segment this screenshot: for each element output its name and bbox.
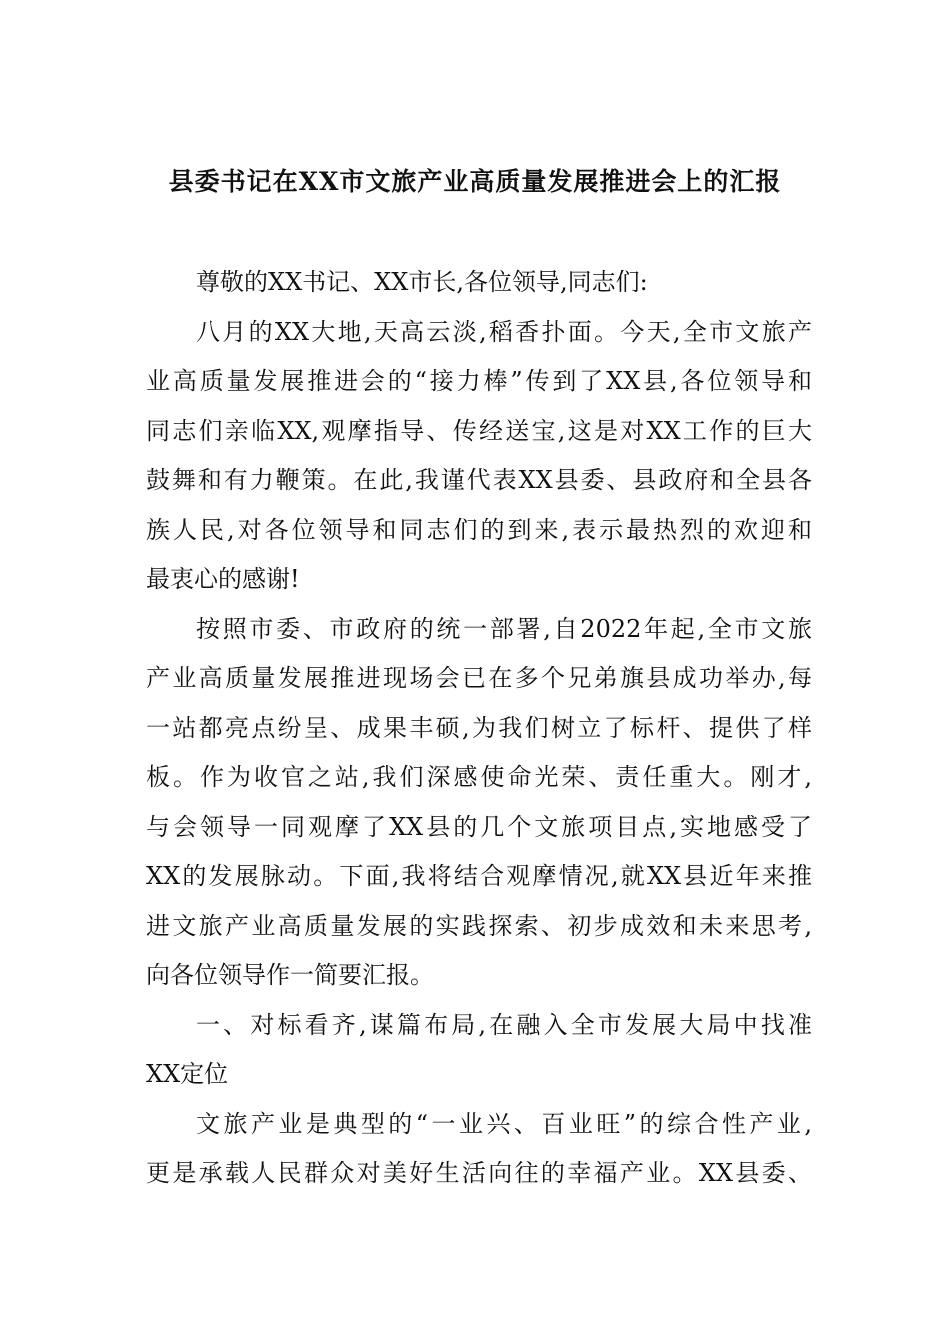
paragraph-1-line-3: 同志们亲临XX,观摩指导、传经送宝,这是对XX工作的巨大: [146, 416, 812, 445]
section-heading-1-line-1: 一、对标看齐,谋篇布局,在融入全市发展大局中找准: [196, 1010, 812, 1039]
salutation-line: 尊敬的XX书记、XX市长,各位领导,同志们:: [196, 268, 648, 296]
section-heading-1-line-2: XX定位: [146, 1060, 229, 1088]
paragraph-3-line-2: 更是承载人民群众对美好生活向往的幸福产业。XX县委、: [146, 1159, 812, 1187]
paragraph-2-line-1: 按照市委、市政府的统一部署,自2022年起,全市文旅: [196, 614, 812, 643]
document-body: [146, 258, 812, 1199]
paragraph-2-line-6: XX的发展脉动。下面,我将结合观摩情况,就XX县近年来推: [146, 862, 812, 890]
document-title: 县委书记在XX市文旅产业高质量发展推进会上的汇报: [168, 167, 782, 196]
paragraph-2-line-5: 与会领导一同观摩了XX县的几个文旅项目点,实地感受了: [146, 812, 812, 841]
paragraph-2-line-4: 板。作为收官之站,我们深感使命光荣、责任重大。刚才,: [146, 763, 812, 791]
paragraph-3-line-1: 文旅产业是典型的“一业兴、百业旺”的综合性产业,: [196, 1109, 812, 1138]
paragraph-1-line-5: 族人民,对各位领导和同志们的到来,表示最热烈的欢迎和: [146, 515, 812, 544]
paragraph-2-line-7: 进文旅产业高质量发展的实践探索、初步成效和未来思考,: [146, 911, 812, 940]
paragraph-2-line-2: 产业高质量发展推进现场会已在多个兄弟旗县成功举办,每: [146, 664, 812, 692]
paragraph-2-line-3: 一站都亮点纷呈、成果丰硕,为我们树立了标杆、提供了样: [146, 713, 812, 742]
paragraph-2-line-8: 向各位领导作一简要汇报。: [146, 961, 434, 989]
paragraph-1-line-1: 八月的XX大地,天高云淡,稻香扑面。今天,全市文旅产: [196, 317, 812, 346]
paragraph-1-line-6: 最衷心的感谢!: [146, 565, 300, 593]
paragraph-1-line-2: 业高质量发展推进会的“接力棒”传到了XX县,各位领导和: [146, 367, 812, 395]
paragraph-1-line-4: 鼓舞和有力鞭策。在此,我谨代表XX县委、县政府和全县各: [146, 466, 812, 494]
